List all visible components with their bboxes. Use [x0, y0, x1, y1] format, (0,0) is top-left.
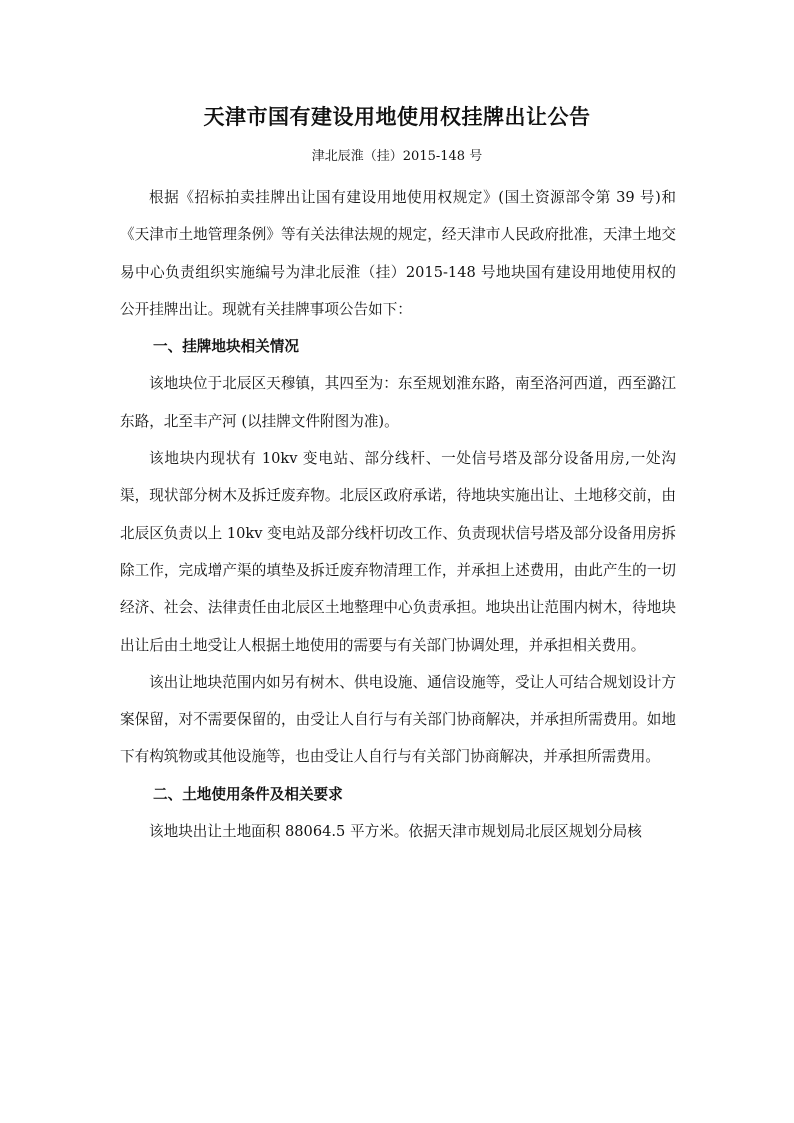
section-heading-2: 二、土地使用条件及相关要求 [153, 785, 343, 803]
document-number: 津北辰淮（挂）2015-148 号 [311, 149, 483, 164]
document-title: 天津市国有建设用地使用权挂牌出让公告 [203, 104, 591, 129]
section1-paragraph-2: 该地块内现状有 10kv 变电站、部分线杆、一处信号塔及部分设备用房,一处沟渠，现状部分树木及拆迁废弃物。北辰区政府承诺，待地块实施出让、土地移交前，由北辰区负责以上 10kv 变电站及部分线杆切改工作、负责现状信号塔及部分设备用房拆除工作，完成增产渠的填垫及拆迁废弃物清理工作，并承担上述费用，由此产生的一切经济、社会、法律责任由北辰区土地整理中心负责承担。地块出让范围内树木，待地块出让后由土地受让人根据土地使用的需要与有关部门协调处理，并承担相关费用。 [120, 450, 676, 654]
section1-paragraph-1: 该地块位于北辰区天穆镇，其四至为：东至规划淮东路，南至洛河西道，西至潞江东路，北至丰产河 (以挂牌文件附图为准)。 [120, 375, 676, 430]
section-heading-1: 一、挂牌地块相关情况 [153, 338, 299, 356]
document-body [120, 179, 676, 850]
section2-paragraph-1: 该地块出让土地面积 88064.5 平方米。依据天津市规划局北辰区规划分局核 [149, 823, 642, 841]
section1-paragraph-3: 该出让地块范围内如另有树木、供电设施、通信设施等，受让人可结合规划设计方案保留，对不需要保留的，由受让人自行与有关部门协商解决，并承担所需费用。如地下有构筑物或其他设施等，也由受让人自行与有关部门协商解决，并承担所需费用。 [120, 673, 676, 766]
intro-paragraph: 根据《招标拍卖挂牌出让国有建设用地使用权规定》(国土资源部令第 39 号)和《天津市土地管理条例》等有关法律法规的规定，经天津市人民政府批准，天津土地交易中心负责组织实施编号为津北辰淮（挂）2015-148 号地块国有建设用地使用权的公开挂牌出让。现就有关挂牌事项公告如下： [120, 189, 676, 318]
